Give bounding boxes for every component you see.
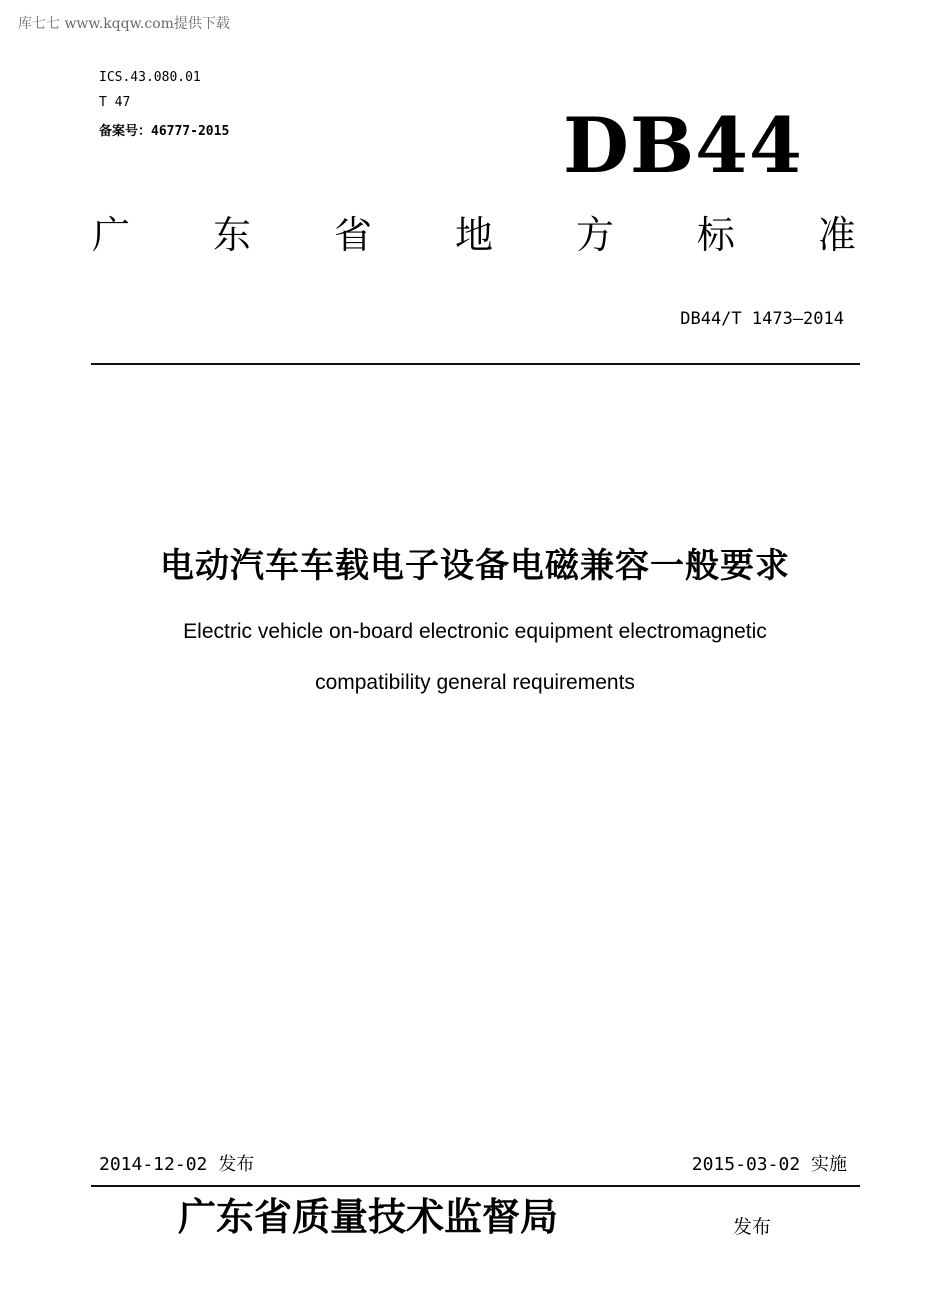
- standard-type-char: 广: [92, 213, 131, 257]
- document-title-en-line1: Electric vehicle on-board electronic equipment electromagnetic: [183, 620, 767, 643]
- document-title-zh: 电动汽车车载电子设备电磁兼容一般要求: [160, 546, 790, 586]
- top-divider: [91, 363, 860, 365]
- effective-date: 2015-03-02 实施: [691, 1154, 847, 1175]
- watermark-text: 库七七 www.kqqw.com提供下载: [18, 16, 230, 32]
- standard-logo: DB44: [563, 101, 803, 190]
- bottom-divider: [91, 1185, 860, 1187]
- standard-type-char: 地: [454, 213, 493, 257]
- standard-type-heading: [92, 213, 856, 257]
- standard-number: DB44/T 1473—2014: [680, 309, 844, 329]
- document-title-en-line2: compatibility general requirements: [315, 671, 635, 694]
- standard-type-char: 标: [696, 213, 735, 257]
- standard-type-char: 方: [575, 213, 614, 257]
- issuing-authority: 广东省质量技术监督局: [178, 1194, 559, 1239]
- standard-type-char: 东: [212, 213, 251, 257]
- standard-type-char: 准: [817, 213, 856, 257]
- standard-type-char: 省: [333, 213, 372, 257]
- publish-date: 2014-12-02 发布: [99, 1154, 255, 1175]
- filing-number: 备案号：46777-2015: [99, 124, 230, 139]
- issuing-label: 发布: [733, 1216, 772, 1238]
- ics-code: ICS.43.080.01: [99, 70, 201, 85]
- ccs-code: T 47: [99, 95, 131, 110]
